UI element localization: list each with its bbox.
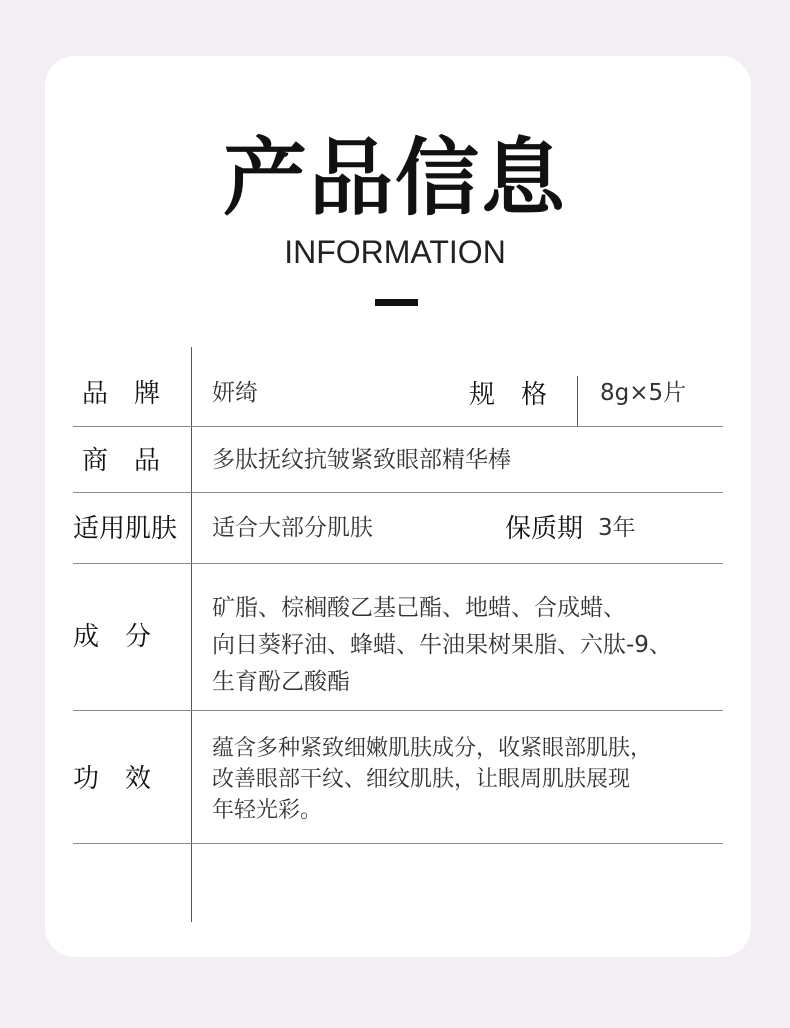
row-divider: [73, 426, 723, 427]
row-divider: [73, 843, 723, 844]
effect-line: 蕴含多种紧致细嫩肌肤成分，收紧眼部肌肤，: [212, 736, 653, 761]
spec-value: 8g×5片: [600, 380, 687, 406]
ingredients-line: 生育酚乙酸酯: [212, 669, 350, 695]
effect-label: 功 效: [73, 764, 152, 794]
product-label: 商 品: [82, 446, 161, 476]
row-divider: [73, 710, 723, 711]
effect-value: [212, 733, 652, 826]
title-divider: [375, 299, 418, 306]
brand-value: 妍绮: [212, 380, 258, 406]
effect-line: 年轻光彩。: [212, 798, 323, 823]
ingredients-line: 矿脂、棕榈酸乙基己酯、地蜡、合成蜡、: [212, 595, 626, 621]
spec-column-divider: [577, 376, 578, 426]
brand-label: 品 牌: [82, 379, 161, 409]
effect-line: 改善眼部干纹、细纹肌肤，让眼周肌肤展现: [212, 767, 631, 792]
skin-label: 适用肌肤: [73, 514, 178, 544]
ingredients-label: 成 分: [73, 622, 152, 652]
table-column-divider: [191, 347, 192, 922]
shelf-life-label: 保质期: [505, 514, 584, 544]
page-title: 产品信息: [222, 129, 567, 227]
ingredients-line: 向日葵籽油、蜂蜡、牛油果树果脂、六肽-9、: [212, 632, 672, 658]
shelf-life-value: 3年: [598, 515, 636, 541]
product-value: 多肽抚纹抗皱紧致眼部精华棒: [212, 447, 511, 473]
page-subtitle: INFORMATION: [284, 234, 506, 270]
skin-value: 适合大部分肌肤: [212, 515, 373, 541]
row-divider: [73, 492, 723, 493]
row-divider: [73, 563, 723, 564]
ingredients-value: [212, 590, 672, 701]
spec-label: 规 格: [469, 380, 548, 410]
